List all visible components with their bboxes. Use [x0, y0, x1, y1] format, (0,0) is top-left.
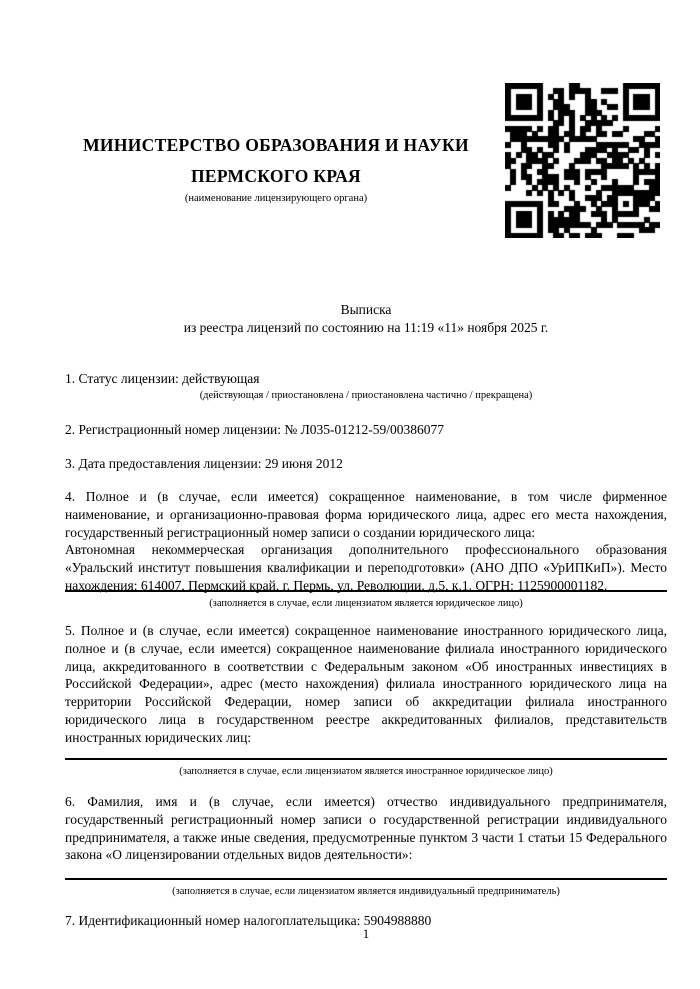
page-number: 1	[362, 926, 370, 941]
document-title: Выписка	[340, 302, 392, 317]
ministry-name-line2: ПЕРМСКОГО КРАЯ	[191, 166, 361, 186]
legal-entity-section	[65, 488, 667, 610]
foreign-entity-section	[65, 622, 667, 778]
fill-in-line	[65, 878, 667, 880]
taxpayer-id: 7. Идентификационный номер налогоплательщика: 5904988880	[65, 913, 432, 929]
registration-number: 2. Регистрационный номер лицензии: № Л035-01212-59/00386077	[65, 421, 445, 437]
ministry-name-line1: МИНИСТЕРСТВО ОБРАЗОВАНИЯ И НАУКИ	[83, 135, 469, 155]
legal-entity-value: Автономная некоммерческая организация дополнительного профессионального образования «Уральский институт повышения квалификации и переподготовки» (АНО ДПО «УрИПКиП»). Место нахождения: 614007, Пермский край, г. Пермь, ул. Революции, д.5, к.1. ОГРН: 1125900001182.	[65, 542, 667, 593]
legal-entity-caption: (заполняется в случае, если лицензиатом является юридическое лицо)	[209, 598, 523, 610]
entrepreneur-label: 6. Фамилия, имя и (в случае, если имеется) отчество индивидуального предпринимателя, государственный регистрационный номер записи о государственной регистрации индивидуального предпринимателя, а также иные сведения, предусмотренные пунктом 3 части 1 статьи 15 Федерального закона «О лицензировании отдельных видов деятельности»:	[65, 794, 667, 863]
license-status-options: (действующая / приостановлена / приостановлена частично / прекращена)	[199, 389, 533, 401]
foreign-entity-label: 5. Полное и (в случае, если имеется) сокращенное наименование иностранного юридического лица, полное и (в случае, если имеется) сокращенное наименование филиала иностранного юридического лица, аккредитованного в соответствии с Федеральным законом «Об иностранных инвестициях в Российской Федерации», адрес (место нахождения) филиала иностранного юридического лица на территории Российской Федерации, номер записи об аккредитации филиала иностранного юридического лица в государственном реестре аккредитованных филиалов, представительств иностранных юридических лиц:	[65, 623, 667, 745]
fill-in-line	[65, 758, 667, 760]
document-body	[65, 0, 667, 930]
legal-entity-label: 4. Полное и (в случае, если имеется) сокращенное наименование, в том числе фирменное наименование, и организационно-правовая форма юридического лица, адрес его места нахождения, государственный регистрационный номер записи о создании юридического лица:	[65, 489, 667, 540]
document-subtitle: из реестра лицензий по состоянию на 11:19 «11» ноября 2025 г.	[183, 320, 549, 335]
entrepreneur-section	[65, 793, 667, 898]
entrepreneur-caption: (заполняется в случае, если лицензиатом является индивидуальный предприниматель)	[172, 886, 560, 898]
license-status: 1. Статус лицензии: действующая	[65, 371, 260, 386]
foreign-entity-caption: (заполняется в случае, если лицензиатом является иностранное юридическое лицо)	[179, 766, 553, 778]
license-grant-date: 3. Дата предоставления лицензии: 29 июня 2012	[65, 456, 343, 472]
ministry-caption: (наименование лицензирующего органа)	[184, 193, 368, 204]
